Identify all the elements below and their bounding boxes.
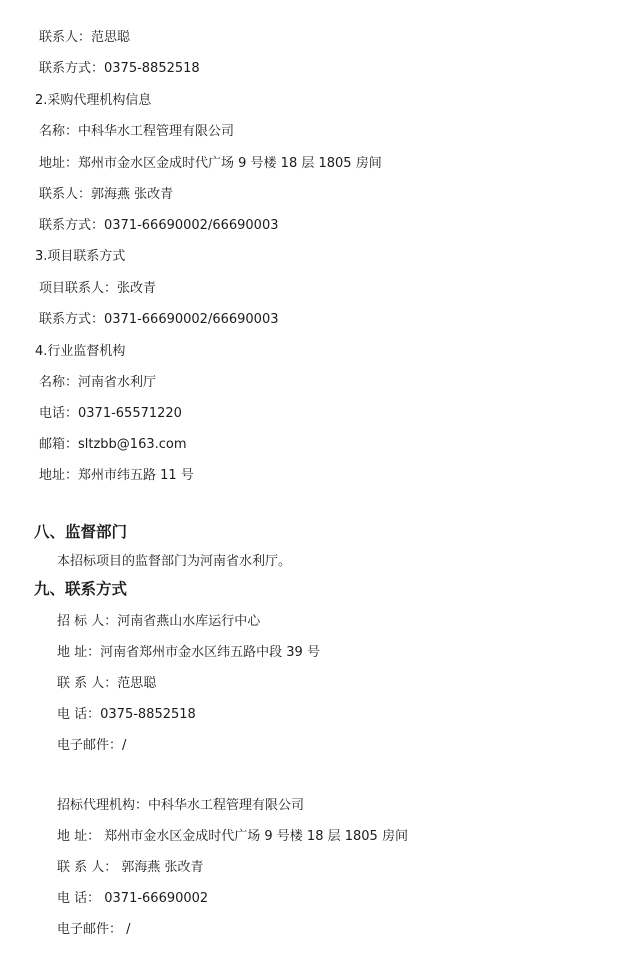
- supervisor-phone-text: 电话：0371-65571220: [39, 406, 182, 421]
- tenderer-address-text: 地 址：河南省郑州市金水区纬五路中段 39 号: [57, 645, 320, 660]
- tenderer-phone-text: 电 话：0375-8852518: [57, 707, 196, 722]
- section-8-body: 本招标项目的监督部门为河南省水利厅。: [57, 554, 292, 569]
- agency-email-text: 电子邮件： /: [57, 922, 131, 937]
- tenderer-contact-text: 联 系 人：范思聪: [57, 676, 157, 691]
- tenderer-email-text: 电子邮件：/: [57, 738, 127, 753]
- agency-name-text: 名称：中科华水工程管理有限公司: [39, 124, 235, 139]
- contact-phone-text: 联系方式：0375-8852518: [39, 61, 200, 76]
- supervisor-name-text: 名称：河南省水利厅: [39, 375, 157, 390]
- agency-text: 招标代理机构：中科华水工程管理有限公司: [57, 798, 305, 813]
- agency-contact-text-2: 联 系 人： 郭海燕 张改青: [57, 860, 204, 875]
- agency-phone-text-2: 电 话： 0371-66690002: [57, 891, 209, 906]
- agency-info-heading: 2.采购代理机构信息: [35, 93, 152, 108]
- agency-phone-text: 联系方式：0371-66690002/66690003: [39, 218, 279, 233]
- project-phone-text: 联系方式：0371-66690002/66690003: [39, 312, 279, 327]
- supervisor-address-text: 地址：郑州市纬五路 11 号: [39, 468, 194, 483]
- section-8-heading: 八、监督部门: [34, 523, 128, 541]
- agency-address-text-2: 地 址： 郑州市金水区金成时代广场 9 号楼 18 层 1805 房间: [57, 829, 408, 844]
- project-contact-text: 项目联系人：张改青: [39, 281, 157, 296]
- tenderer-text: 招 标 人：河南省燕山水库运行中心: [57, 614, 261, 629]
- contact-person-text: 联系人：范思聪: [39, 30, 131, 45]
- agency-address-text: 地址：郑州市金水区金成时代广场 9 号楼 18 层 1805 房间: [39, 156, 382, 171]
- supervisor-email-text: 邮箱：sltzbb@163.com: [39, 437, 187, 452]
- agency-contact-text: 联系人：郭海燕 张改青: [39, 187, 174, 202]
- section-9-heading: 九、联系方式: [34, 580, 128, 598]
- supervisor-heading: 4.行业监督机构: [35, 344, 126, 359]
- project-contact-heading: 3.项目联系方式: [35, 249, 126, 264]
